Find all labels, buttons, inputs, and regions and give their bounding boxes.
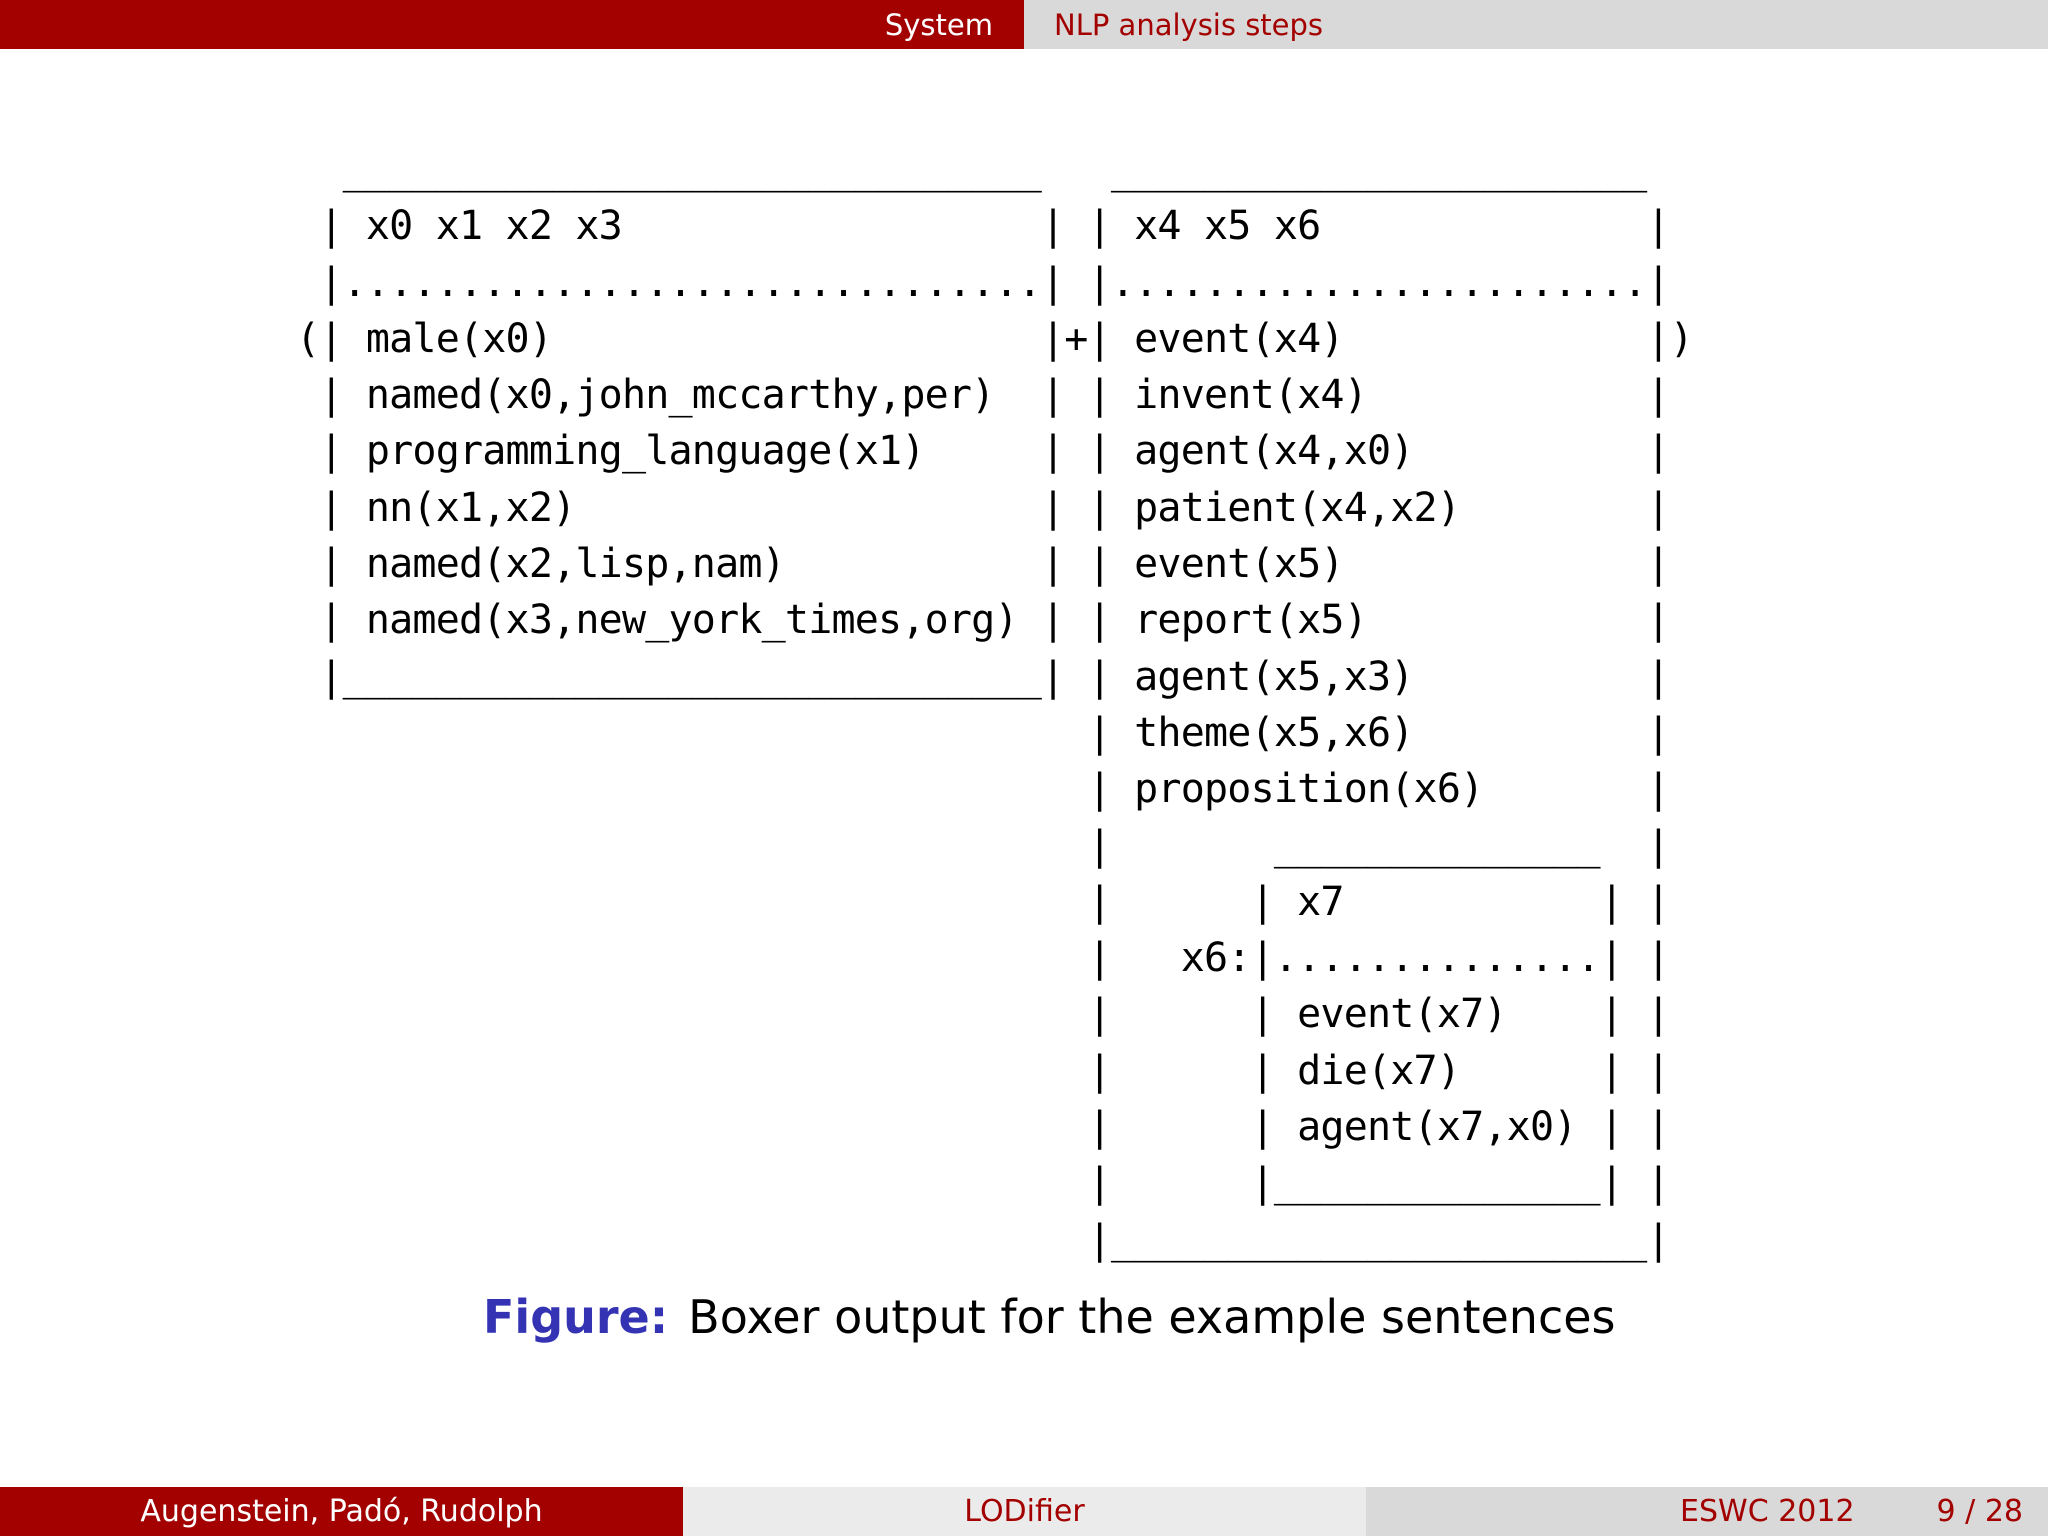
drs-line: (| male(x0) |+| event(x4) |) [296,315,1693,362]
drs-line: | proposition(x6) | [296,766,1670,813]
drs-line: | |______________| | [296,1160,1670,1207]
page-number: 9 / 28 [1936,1494,2023,1529]
header-section[interactable]: System [0,0,1024,49]
drs-line: | | agent(x7,x0) | | [296,1104,1670,1151]
drs-line: | ______________ | [296,822,1670,869]
drs-line: ______________________________ _______________________ [296,147,1647,193]
footer-right [1366,1487,2048,1536]
drs-line: | x6:|..............| | [296,935,1670,982]
drs-line: | | event(x7) | | [296,991,1670,1038]
drs-line: | x0 x1 x2 x3 | | x4 x5 x6 | [296,203,1670,250]
drs-line: | | die(x7) | | [296,1047,1670,1094]
footer-authors: Augenstein, Padó, Rudolph [0,1487,683,1536]
drs-line: |_______________________| [296,1216,1670,1263]
caption-label: Figure: [483,1290,669,1344]
drs-line: | named(x3,new_york_times,org) | | report(x5) | [296,597,1670,644]
footer-bar [0,1487,2048,1536]
drs-line: |..............................| |.......................| [296,259,1670,306]
header-bar [0,0,2048,49]
footer-conference: ESWC 2012 [1680,1494,1855,1529]
footer-title: LODifier [683,1487,1366,1536]
header-subsection[interactable]: NLP analysis steps [1024,0,2048,49]
drs-line: |______________________________| | agent(x5,x3) | [296,653,1670,700]
boxer-drs-output [296,142,1693,1268]
drs-line: | named(x2,lisp,nam) | | event(x5) | [296,541,1670,588]
drs-line: | programming_language(x1) | | agent(x4,x0) | [296,428,1670,475]
drs-line: | named(x0,john_mccarthy,per) | | invent(x4) | [296,372,1670,419]
caption-text: Boxer output for the example sentences [688,1290,1616,1344]
figure-caption [483,1290,1616,1344]
drs-line: | | x7 | | [296,878,1670,925]
drs-line: | theme(x5,x6) | [296,709,1670,756]
drs-line: | nn(x1,x2) | | patient(x4,x2) | [296,484,1670,531]
